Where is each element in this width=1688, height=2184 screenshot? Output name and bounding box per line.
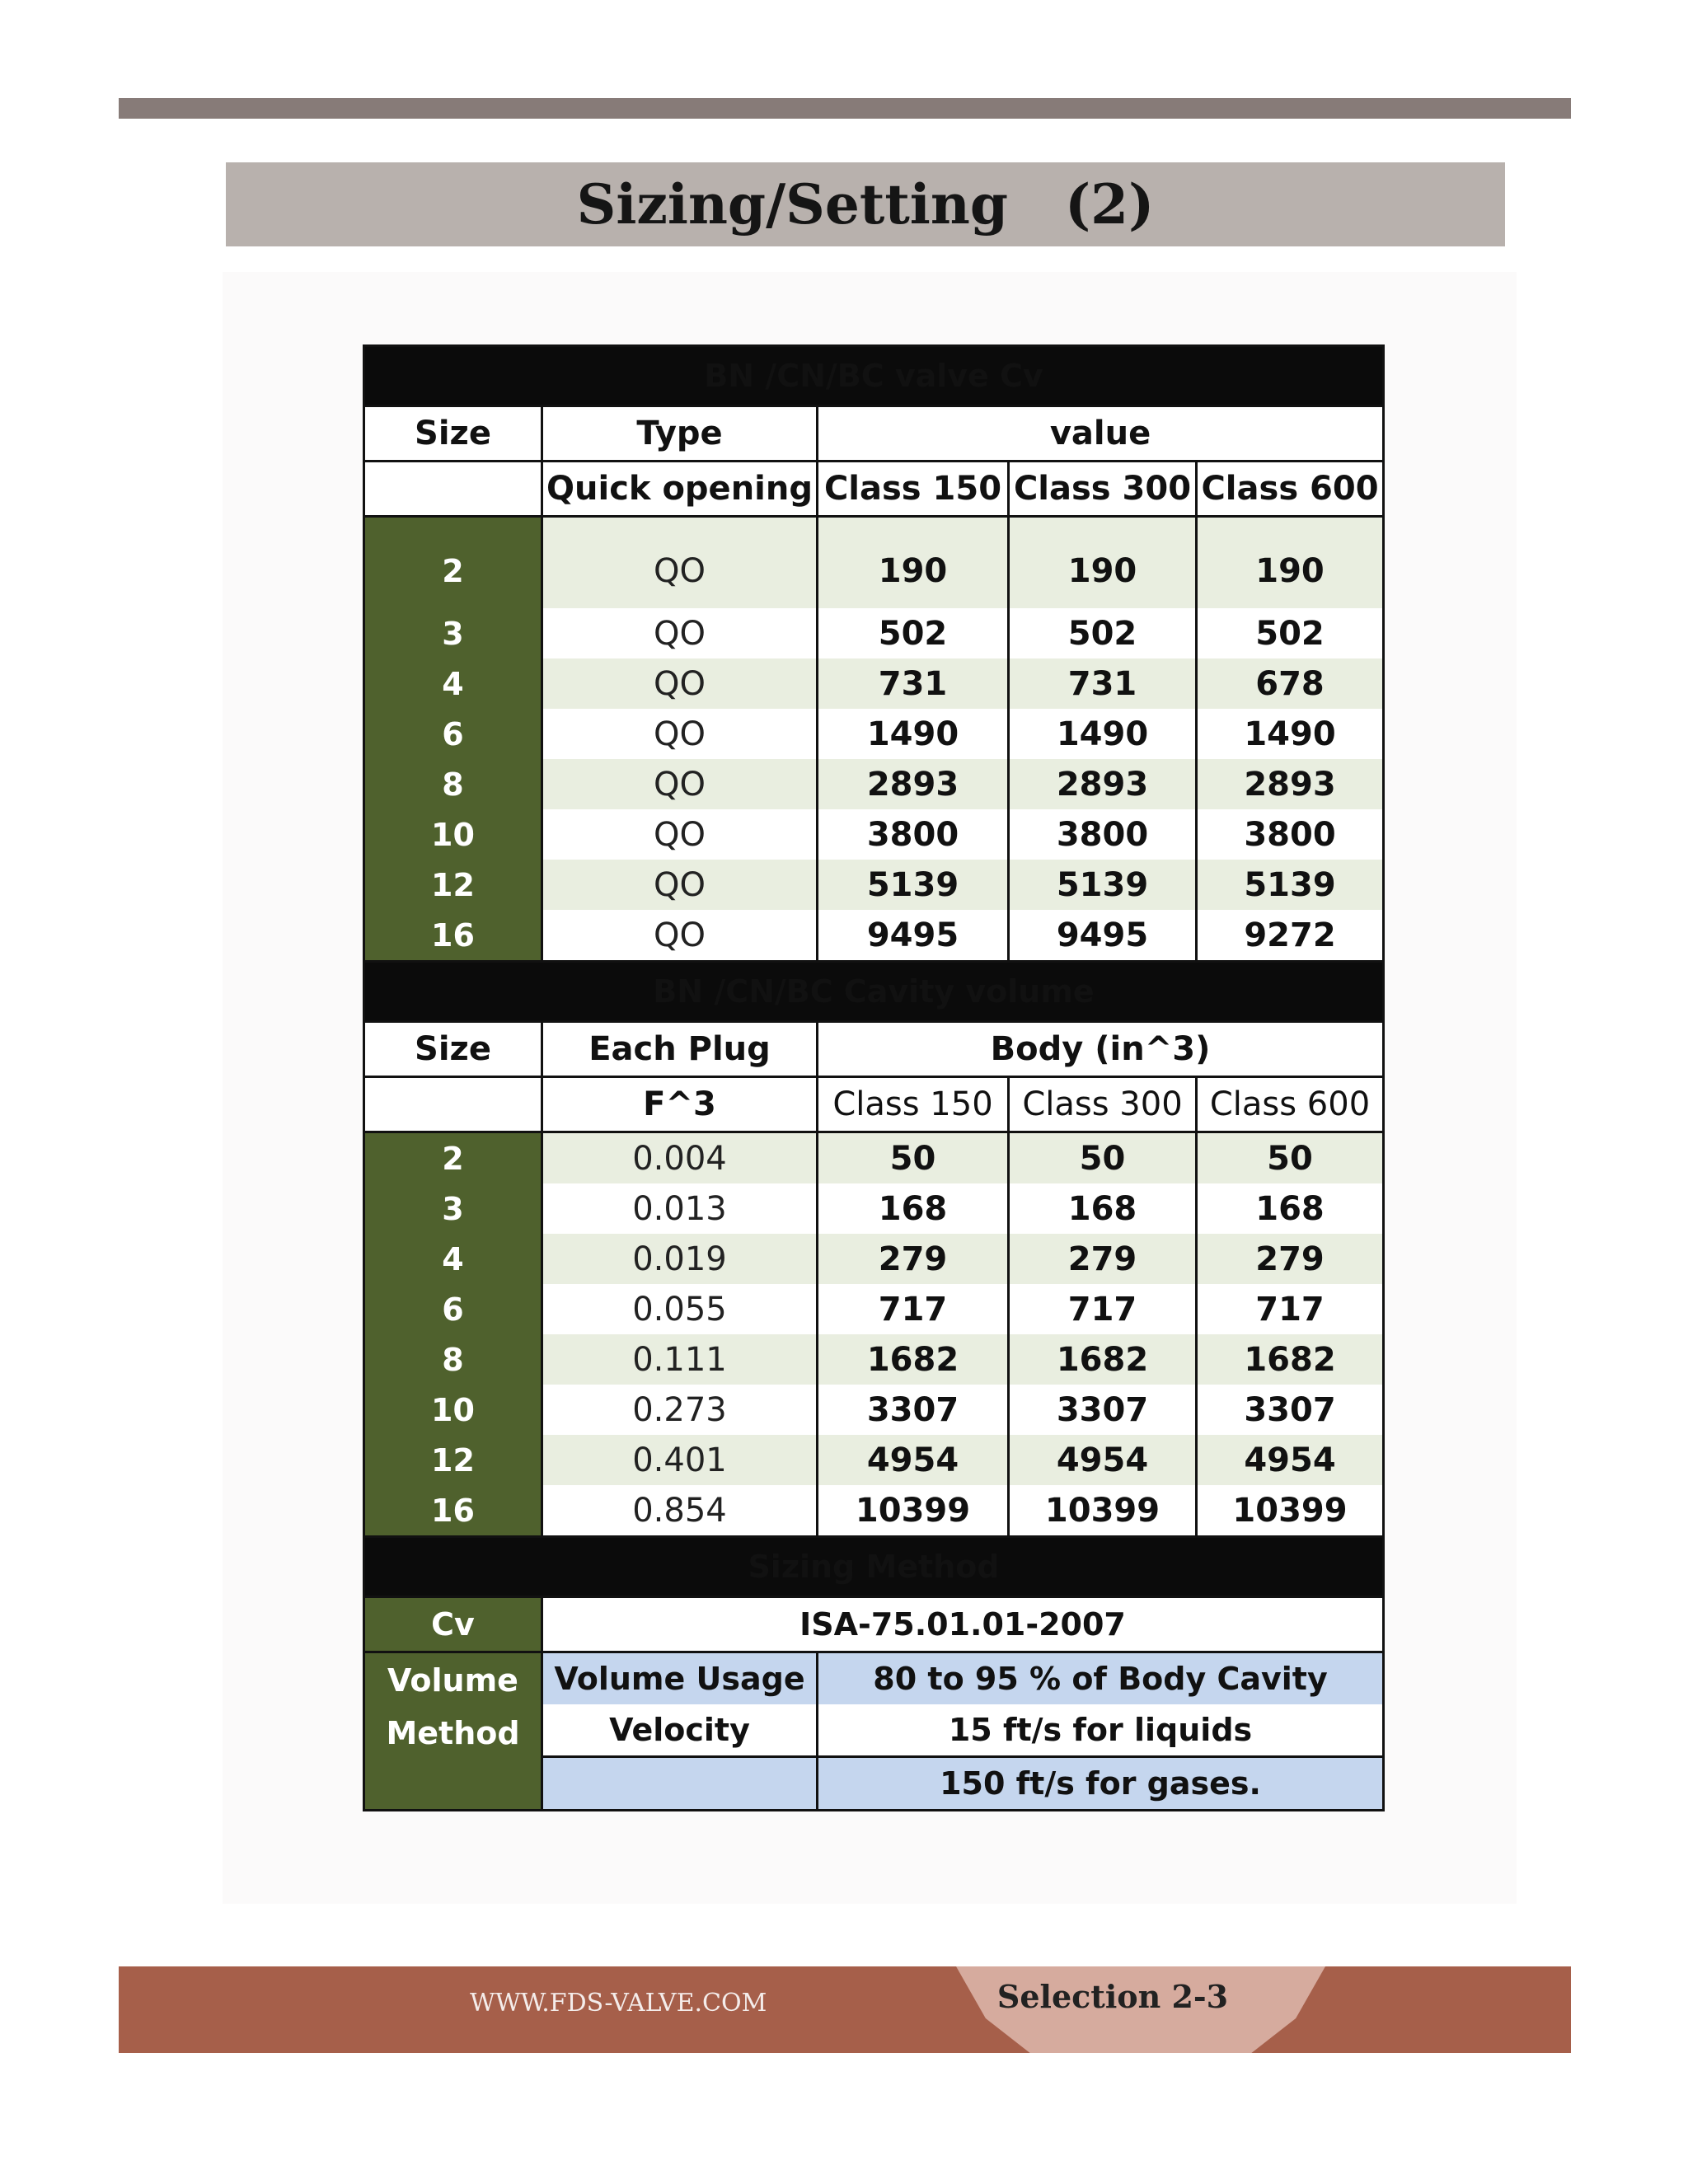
velocity-gases: 150 ft/s for gases. — [818, 1757, 1384, 1811]
cv-class600-cell: 5139 — [1197, 860, 1384, 910]
volume-method-label-line1: Volume — [387, 1661, 518, 1699]
cv-size-cell: 2 — [364, 517, 542, 609]
cavity-class300-cell: 1682 — [1009, 1334, 1197, 1385]
cv-class150-cell: 731 — [818, 658, 1009, 709]
cavity-class150-cell: 279 — [818, 1234, 1009, 1284]
cavity-class150-cell: 168 — [818, 1183, 1009, 1234]
cavity-table-row — [364, 1234, 1384, 1284]
cavity-table-row — [364, 1132, 1384, 1184]
cavity-size-cell: 16 — [364, 1485, 542, 1537]
cavity-class150-cell: 50 — [818, 1132, 1009, 1184]
cv-col-size: Size — [364, 406, 542, 462]
cavity-table-row — [364, 1385, 1384, 1435]
footer-website: WWW.FDS-VALVE.COM — [470, 1989, 767, 2018]
cv-type-cell: QO — [542, 860, 818, 910]
cavity-class-600: Class 600 — [1197, 1077, 1384, 1132]
cv-class300-cell: 1490 — [1009, 709, 1197, 759]
cv-class300-cell: 2893 — [1009, 759, 1197, 809]
cavity-size-cell: 6 — [364, 1284, 542, 1334]
cv-class-600: Class 600 — [1197, 462, 1384, 517]
footer-section-label: Selection 2-3 — [996, 1978, 1229, 2015]
cavity-class-150: Class 150 — [818, 1077, 1009, 1132]
cavity-size-cell: 3 — [364, 1183, 542, 1234]
cavity-class300-cell: 168 — [1009, 1183, 1197, 1234]
cavity-size-cell: 4 — [364, 1234, 542, 1284]
cv-type-cell: QO — [542, 809, 818, 860]
volume-method-label — [364, 1652, 542, 1811]
volume-method-label-line2: Method — [386, 1714, 520, 1751]
cv-size-cell: 3 — [364, 608, 542, 658]
cavity-plug-cell: 0.401 — [542, 1435, 818, 1485]
cv-type-cell: QO — [542, 910, 818, 962]
cavity-table-row — [364, 1485, 1384, 1537]
cv-table-row — [364, 809, 1384, 860]
cv-size-cell: 4 — [364, 658, 542, 709]
cv-class600-cell: 190 — [1197, 517, 1384, 609]
cv-table-title: BN /CN/BC valve Cv — [364, 346, 1384, 406]
cv-col-type: Type — [542, 406, 818, 462]
cv-subheader-empty — [364, 462, 542, 517]
cavity-class300-cell: 3307 — [1009, 1385, 1197, 1435]
cv-type-cell: QO — [542, 608, 818, 658]
cavity-plug-cell: 0.055 — [542, 1284, 818, 1334]
cavity-table-title: BN /CN/BC Cavity volume — [364, 962, 1384, 1022]
velocity-empty-cell — [542, 1757, 818, 1811]
cavity-subheader-empty — [364, 1077, 542, 1132]
cv-class300-cell: 190 — [1009, 517, 1197, 609]
cavity-size-cell: 12 — [364, 1435, 542, 1485]
cavity-col-plug: Each Plug — [542, 1022, 818, 1077]
cv-class150-cell: 1490 — [818, 709, 1009, 759]
cavity-class300-cell: 50 — [1009, 1132, 1197, 1184]
cv-table-row — [364, 658, 1384, 709]
cv-class300-cell: 731 — [1009, 658, 1197, 709]
cv-size-cell: 10 — [364, 809, 542, 860]
cv-class150-cell: 2893 — [818, 759, 1009, 809]
cv-size-cell: 6 — [364, 709, 542, 759]
cavity-plug-cell: 0.013 — [542, 1183, 818, 1234]
cv-col-value: value — [818, 406, 1384, 462]
cv-class600-cell: 502 — [1197, 608, 1384, 658]
cv-class600-cell: 1490 — [1197, 709, 1384, 759]
cv-method-value: ISA-75.01.01-2007 — [542, 1597, 1384, 1652]
cavity-plug-cell: 0.019 — [542, 1234, 818, 1284]
cv-class300-cell: 3800 — [1009, 809, 1197, 860]
cv-table-row — [364, 709, 1384, 759]
cv-type-cell: QO — [542, 658, 818, 709]
cv-size-cell: 16 — [364, 910, 542, 962]
cv-class150-cell: 3800 — [818, 809, 1009, 860]
footer-band — [119, 1966, 1571, 2053]
cavity-class150-cell: 10399 — [818, 1485, 1009, 1537]
cv-type-sub: Quick opening — [542, 462, 818, 517]
cavity-col-body: Body (in^3) — [818, 1022, 1384, 1077]
cv-class150-cell: 5139 — [818, 860, 1009, 910]
cv-class150-cell: 502 — [818, 608, 1009, 658]
cavity-class300-cell: 10399 — [1009, 1485, 1197, 1537]
cv-method-label: Cv — [364, 1597, 542, 1652]
cv-type-cell: QO — [542, 709, 818, 759]
cavity-class600-cell: 4954 — [1197, 1435, 1384, 1485]
volume-usage-value: 80 to 95 % of Body Cavity — [818, 1652, 1384, 1705]
volume-usage-label: Volume Usage — [542, 1652, 818, 1705]
top-rule — [119, 98, 1571, 119]
cavity-class600-cell: 50 — [1197, 1132, 1384, 1184]
cv-class600-cell: 678 — [1197, 658, 1384, 709]
cavity-plug-cell: 0.004 — [542, 1132, 818, 1184]
cavity-class600-cell: 717 — [1197, 1284, 1384, 1334]
cavity-class150-cell: 4954 — [818, 1435, 1009, 1485]
cavity-class600-cell: 3307 — [1197, 1385, 1384, 1435]
cv-type-cell: QO — [542, 517, 818, 609]
cv-class150-cell: 190 — [818, 517, 1009, 609]
cv-table-row — [364, 517, 1384, 609]
cv-size-cell: 12 — [364, 860, 542, 910]
cavity-class300-cell: 4954 — [1009, 1435, 1197, 1485]
cv-class300-cell: 502 — [1009, 608, 1197, 658]
cv-type-cell: QO — [542, 759, 818, 809]
cv-table-row — [364, 608, 1384, 658]
cv-class600-cell: 9272 — [1197, 910, 1384, 962]
cv-table-row — [364, 759, 1384, 809]
cv-table-row — [364, 910, 1384, 962]
cavity-class600-cell: 10399 — [1197, 1485, 1384, 1537]
cv-class150-cell: 9495 — [818, 910, 1009, 962]
cavity-plug-cell: 0.273 — [542, 1385, 818, 1435]
cavity-table-row — [364, 1284, 1384, 1334]
cavity-class600-cell: 168 — [1197, 1183, 1384, 1234]
sizing-method-title: Sizing Method — [364, 1537, 1384, 1597]
cv-class600-cell: 3800 — [1197, 809, 1384, 860]
cavity-class300-cell: 717 — [1009, 1284, 1197, 1334]
cv-size-cell: 8 — [364, 759, 542, 809]
cavity-class600-cell: 1682 — [1197, 1334, 1384, 1385]
cv-class-300: Class 300 — [1009, 462, 1197, 517]
cv-class600-cell: 2893 — [1197, 759, 1384, 809]
cavity-class150-cell: 1682 — [818, 1334, 1009, 1385]
cavity-class300-cell: 279 — [1009, 1234, 1197, 1284]
cavity-class150-cell: 717 — [818, 1284, 1009, 1334]
cavity-col-size: Size — [364, 1022, 542, 1077]
cv-class300-cell: 9495 — [1009, 910, 1197, 962]
cavity-plug-cell: 0.111 — [542, 1334, 818, 1385]
cavity-class150-cell: 3307 — [818, 1385, 1009, 1435]
cavity-plug-cell: 0.854 — [542, 1485, 818, 1537]
cavity-class-300: Class 300 — [1009, 1077, 1197, 1132]
cv-table-row — [364, 860, 1384, 910]
cavity-plug-sub: F^3 — [542, 1077, 818, 1132]
cavity-size-cell: 2 — [364, 1132, 542, 1184]
cv-class-150: Class 150 — [818, 462, 1009, 517]
velocity-label: Velocity — [542, 1704, 818, 1757]
cavity-size-cell: 8 — [364, 1334, 542, 1385]
velocity-liquids: 15 ft/s for liquids — [818, 1704, 1384, 1757]
page-title: Sizing/Setting (2) — [226, 162, 1505, 246]
cavity-table-row — [364, 1183, 1384, 1234]
cavity-size-cell: 10 — [364, 1385, 542, 1435]
valve-data-table — [363, 344, 1385, 1811]
cavity-class600-cell: 279 — [1197, 1234, 1384, 1284]
cavity-table-row — [364, 1334, 1384, 1385]
cv-class300-cell: 5139 — [1009, 860, 1197, 910]
cavity-table-row — [364, 1435, 1384, 1485]
